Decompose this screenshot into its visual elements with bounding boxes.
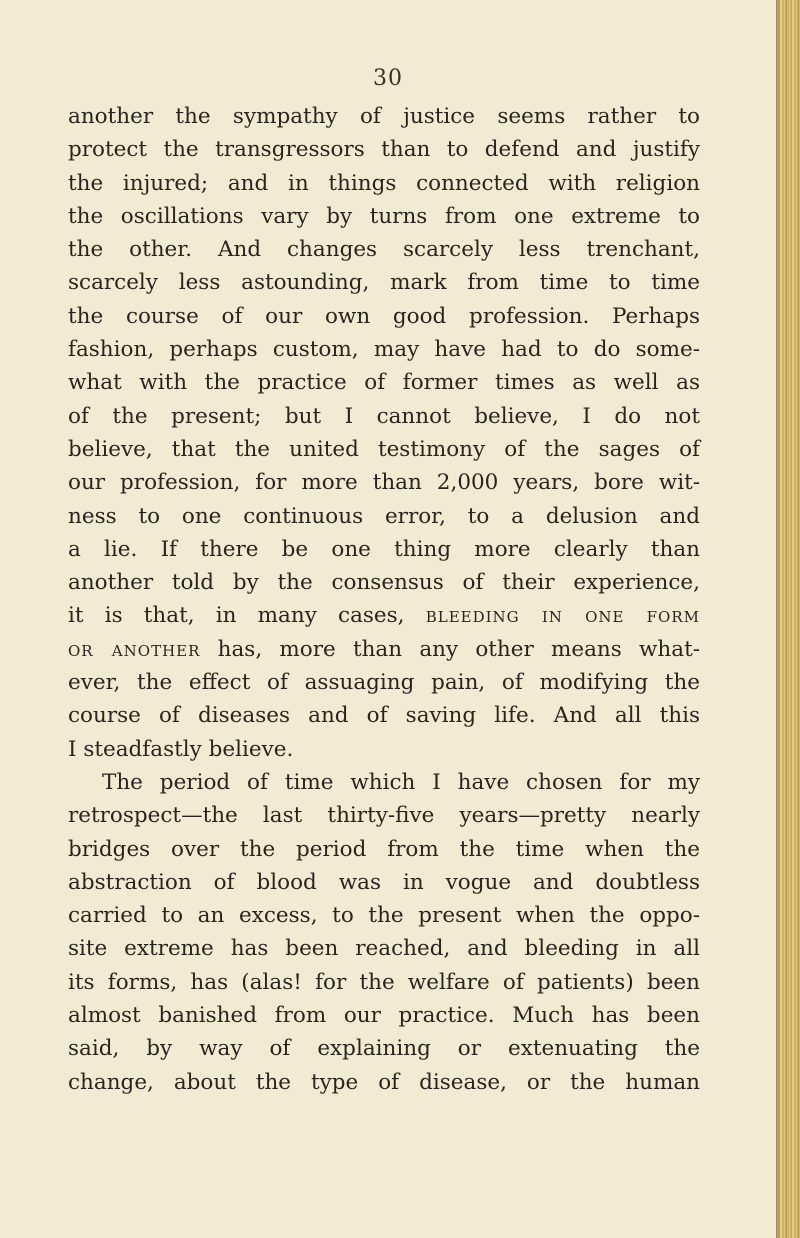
text-line: ever, the effect of assuaging pain, of modifying the: [68, 670, 700, 696]
text-line: fashion, perhaps custom, may have had to do some-: [68, 337, 700, 363]
text-segment: has, more than any other means what-: [217, 636, 700, 662]
text-line: another the sympathy of justice seems rather to: [68, 104, 700, 129]
text-line: another told by the consensus of their experience,: [68, 570, 700, 596]
body-text: [68, 100, 700, 1099]
text-line: the course of our own good profession. Perhaps: [68, 303, 700, 329]
text-line: its forms, has (alas! for the welfare of patients) been: [68, 969, 700, 995]
text-line-with-emphasis: [68, 599, 700, 632]
text-line: ness to one continuous error, to a delusion and: [68, 503, 700, 529]
text-line: said, by way of explaining or extenuating the: [68, 1036, 700, 1062]
text-line: a lie. If there be one thing more clearly than: [68, 536, 700, 562]
small-caps-emphasis: bleeding in one form: [425, 603, 700, 629]
text-line: carried to an excess, to the present when the oppo-: [68, 903, 700, 929]
text-line: site extreme has been reached, and bleeding in all: [68, 936, 700, 962]
text-line: retrospect—the last thirty-five years—pretty nearly: [68, 803, 700, 829]
page-edge-binding: [776, 0, 800, 1238]
paragraph-start-line: The period of time which I have chosen for my: [102, 769, 700, 795]
text-line: the injured; and in things connected with religion: [68, 170, 700, 196]
text-line: abstraction of blood was in vogue and doubtless: [68, 869, 700, 895]
text-line: the oscillations vary by turns from one extreme to: [68, 203, 700, 229]
text-line-with-emphasis: [68, 633, 700, 666]
text-line: scarcely less astounding, mark from time to time: [68, 270, 700, 296]
page-number: 30: [373, 66, 403, 91]
text-line: almost banished from our practice. Much has been: [68, 1003, 700, 1029]
text-line: the other. And changes scarcely less trenchant,: [68, 237, 700, 263]
text-line: change, about the type of disease, or the human: [68, 1069, 700, 1095]
small-caps-emphasis: or another: [68, 636, 201, 662]
text-line: of the present; but I cannot believe, I do not: [68, 403, 700, 429]
text-line: what with the practice of former times as well as: [68, 370, 700, 396]
text-line: course of diseases and of saving life. And all this: [68, 703, 700, 729]
text-segment: it is that, in many cases,: [68, 603, 405, 629]
text-line: bridges over the period from the time when the: [68, 836, 700, 862]
text-line: our profession, for more than 2,000 years, bore wit-: [68, 470, 700, 496]
text-line: believe, that the united testimony of the sages of: [68, 436, 700, 462]
text-line: protect the transgressors than to defend and justify: [68, 137, 700, 163]
text-line: I steadfastly believe.: [68, 736, 294, 762]
